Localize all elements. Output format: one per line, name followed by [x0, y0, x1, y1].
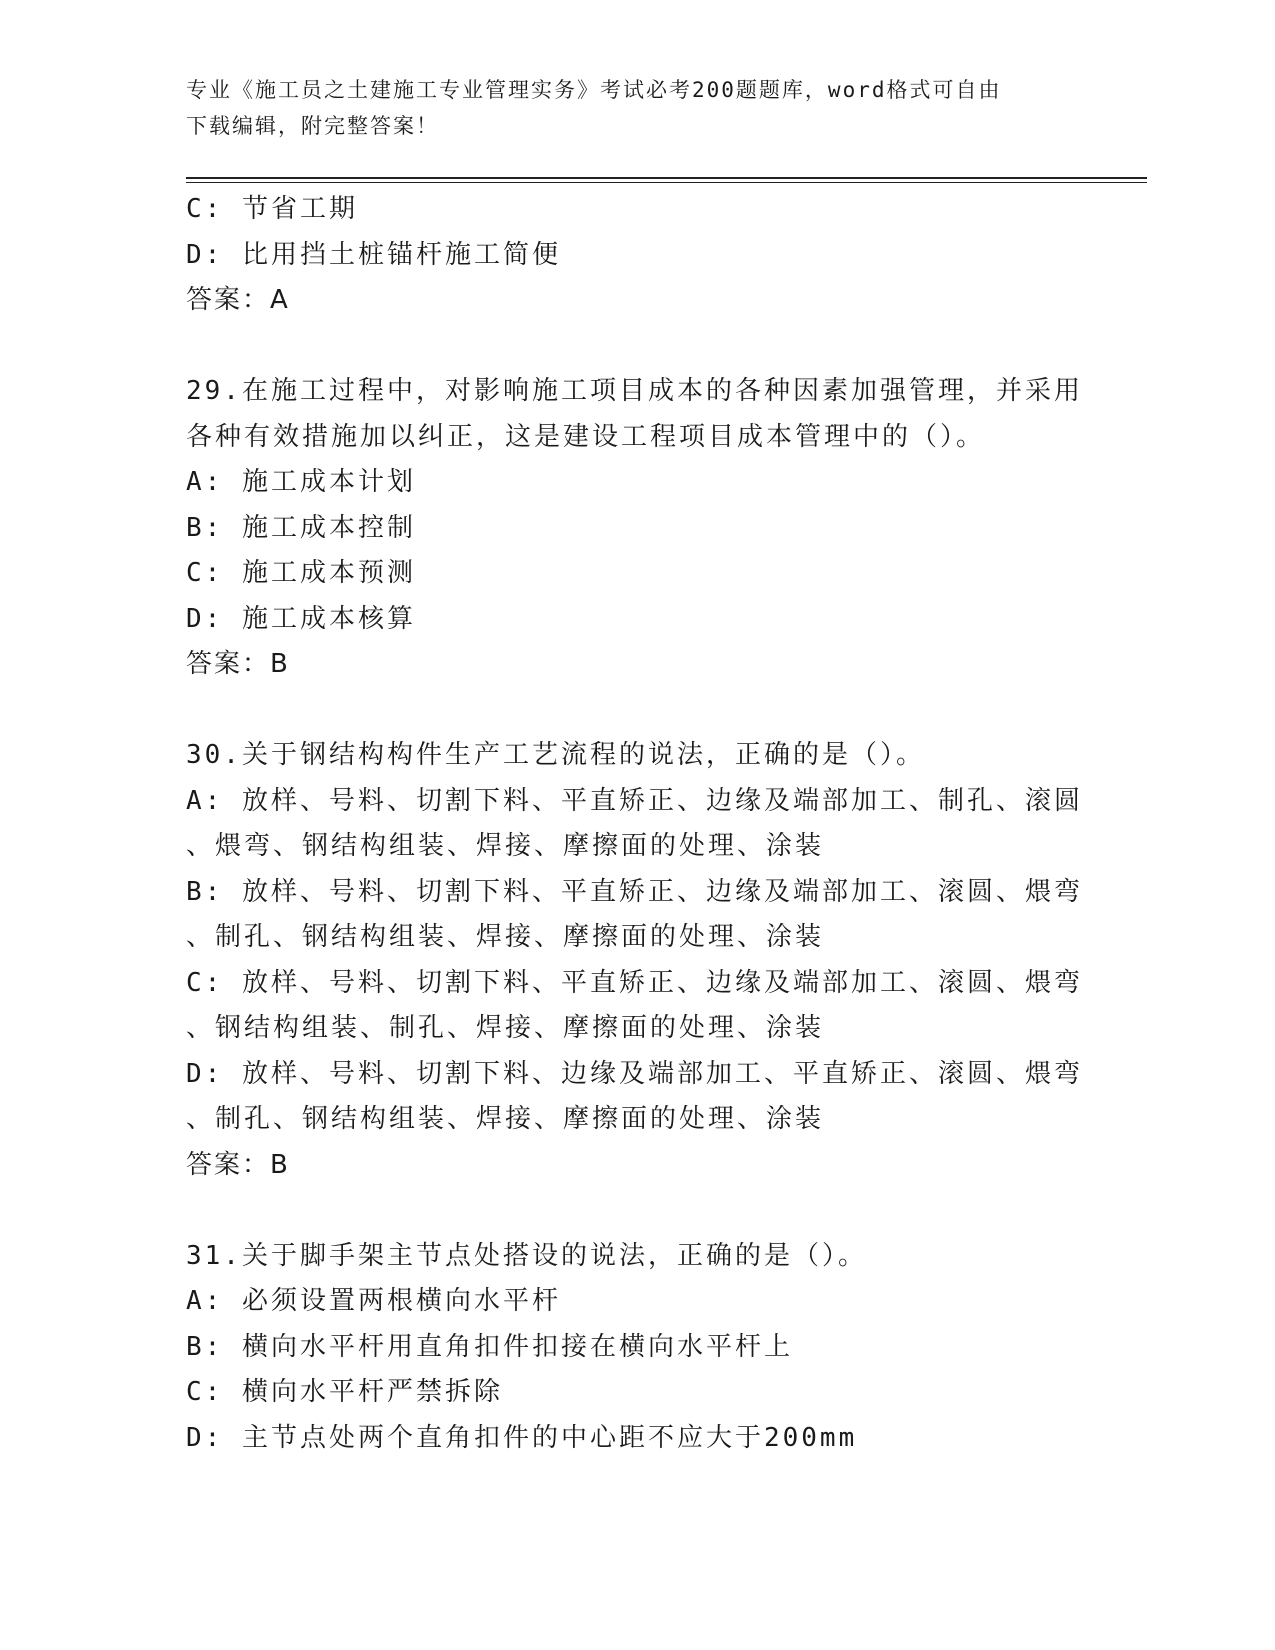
option-d: D: 比用挡土桩锚杆施工简便 — [186, 239, 561, 270]
option-a: A: 必须设置两根横向水平杆 — [186, 1286, 561, 1316]
option-d: D: 施工成本核算 — [186, 603, 416, 634]
option-c: C: 节省工期 — [186, 194, 358, 224]
header-divider-thin — [186, 182, 1147, 183]
option-c: C: 横向水平杆严禁拆除 — [186, 1377, 503, 1407]
question-30 — [186, 733, 1086, 1188]
option-b-continued: 、制孔、钢结构组装、焊接、摩擦面的处理、涂装 — [186, 922, 825, 952]
option-b: B: 施工成本控制 — [186, 512, 416, 543]
option-d: D: 放样、号料、切割下料、边缘及端部加工、平直矫正、滚圆、煨弯 — [186, 1058, 1083, 1089]
header-divider-thick — [186, 177, 1147, 179]
question-29 — [186, 369, 1086, 688]
option-b: B: 横向水平杆用直角扣件扣接在横向水平杆上 — [186, 1331, 793, 1362]
question-stem: 30.关于钢结构构件生产工艺流程的说法，正确的是（）。 — [186, 740, 925, 770]
spacer — [186, 1188, 1086, 1234]
option-c: C: 放样、号料、切割下料、平直矫正、边缘及端部加工、滚圆、煨弯 — [186, 967, 1083, 998]
question-31 — [186, 1234, 1086, 1462]
option-d: D: 主节点处两个直角扣件的中心距不应大于200mm — [186, 1422, 858, 1453]
header-title-line-1: 专业《施工员之土建施工专业管理实务》考试必考200题题库，word格式可自由 — [186, 78, 1002, 102]
option-a: A: 施工成本计划 — [186, 467, 416, 497]
answer-label: 答案：B — [186, 1149, 290, 1180]
option-c-continued: 、钢结构组装、制孔、焊接、摩擦面的处理、涂装 — [186, 1013, 825, 1043]
option-c: C: 施工成本预测 — [186, 558, 416, 588]
answer-label: 答案：B — [186, 649, 290, 679]
question-stem-continued: 各种有效措施加以纠正，这是建设工程项目成本管理中的（）。 — [186, 421, 986, 452]
option-b: B: 放样、号料、切割下料、平直矫正、边缘及端部加工、滚圆、煨弯 — [186, 876, 1083, 907]
spacer — [186, 688, 1086, 734]
header-title-line-2: 下载编辑，附完整答案！ — [186, 114, 439, 138]
spacer — [186, 324, 1086, 370]
option-d-continued: 、制孔、钢结构组装、焊接、摩擦面的处理、涂装 — [186, 1104, 825, 1134]
question-list — [186, 187, 1086, 1461]
option-a: A: 放样、号料、切割下料、平直矫正、边缘及端部加工、制孔、滚圆 — [186, 785, 1083, 816]
answer-label: 答案：A — [186, 285, 290, 315]
question-stem: 29.在施工过程中，对影响施工项目成本的各种因素加强管理，并采用 — [186, 376, 1083, 406]
question-stem: 31.关于脚手架主节点处搭设的说法，正确的是（）。 — [186, 1240, 867, 1271]
option-a-continued: 、煨弯、钢结构组装、焊接、摩擦面的处理、涂装 — [186, 831, 825, 861]
page-header — [186, 72, 1066, 144]
question-28 — [186, 187, 1086, 324]
